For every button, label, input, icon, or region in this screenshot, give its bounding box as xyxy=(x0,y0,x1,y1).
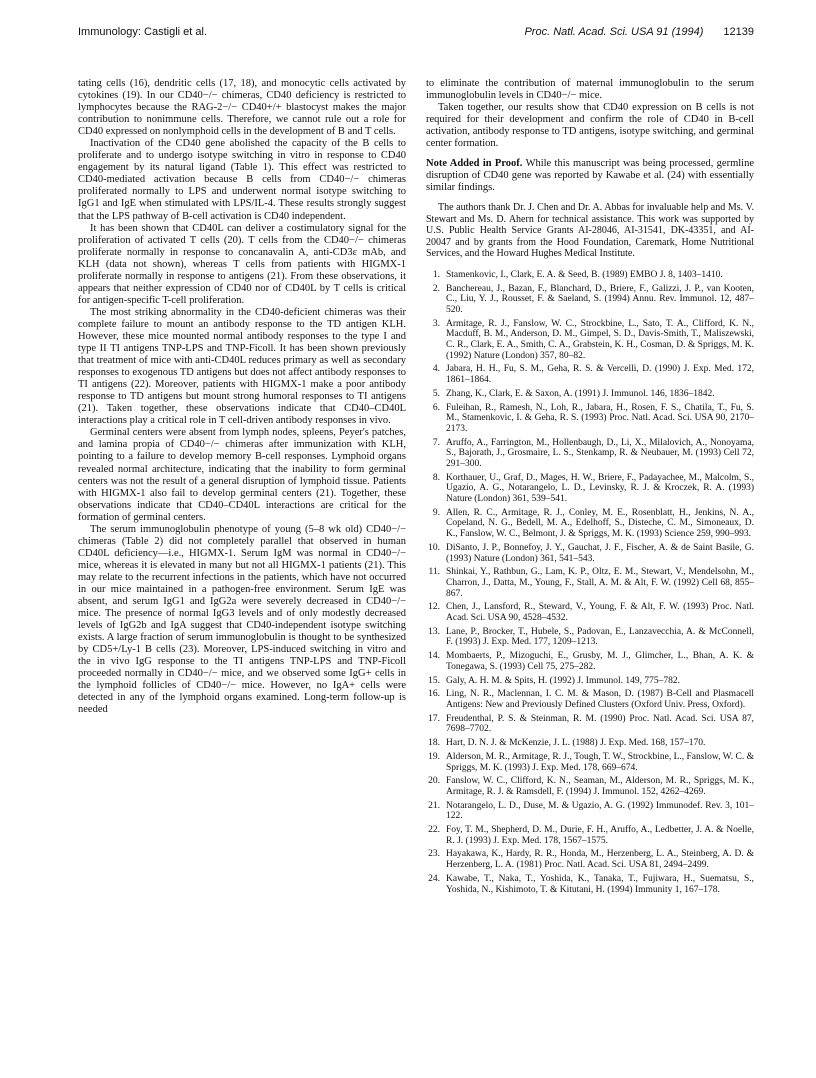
header-section-authors: Immunology: Castigli et al. xyxy=(78,26,207,38)
reference-text: Chen, J., Lansford, R., Steward, V., Young, F. & Alt, F. W. (1993) Proc. Natl. Acad. Sci. USA 90, 4528–4532. xyxy=(446,602,754,623)
reference-text: Stamenkovic, I., Clark, E. A. & Seed, B. (1989) EMBO J. 8, 1403–1410. xyxy=(446,269,723,280)
note-added-in-proof xyxy=(426,158,754,194)
reference-item xyxy=(426,567,754,599)
reference-number: 4. xyxy=(432,364,440,375)
reference-number: 16. xyxy=(428,689,440,700)
reference-number: 5. xyxy=(432,388,440,399)
reference-text: Allen, R. C., Armitage, R. J., Conley, M. E., Rosenblatt, H., Jenkins, N. A., Copeland, N. G., Bedell, M. A., Edelhoff, S., Disteche, C. M., Simoneaux, D. K., Fanslow, W. C., Belmont, J. & Spriggs, M. K. (1993) Science 259, 990–993. xyxy=(446,507,754,540)
reference-number: 20. xyxy=(428,776,440,787)
header-journal-citation xyxy=(524,26,754,38)
reference-number: 11. xyxy=(428,567,440,578)
acknowledgment: The authors thank Dr. J. Chen and Dr. A. Abbas for invaluable help and Ms. V. Stewart and Ms. D. Ahern for technical assistance. This work was supported by U.S. Public Health Service Grants AI-28046, AI-31541, DK-43351, and AI-20047 and by grants from the Hood Foundation, Caremark, Home Nutritional Services, and the Howard Hughes Medical Institute. xyxy=(426,202,754,260)
reference-item xyxy=(426,543,754,564)
reference-number: 8. xyxy=(432,472,440,483)
reference-item xyxy=(426,776,754,797)
reference-number: 21. xyxy=(428,800,440,811)
reference-text: Armitage, R. J., Fanslow, W. C., Strockbine, L., Sato, T. A., Clifford, K. N., Macduff, B. M., Anderson, D. M., Gimpel, S. D., Davis-Smith, T., Maliszewski, C. R., Clark, E. A., Smith, C. A., Grabstein, K. H., Cosman, D. & Spriggs, M. K. (1992) Nature (London) 357, 80–82. xyxy=(446,318,754,361)
reference-text: Notarangelo, L. D., Duse, M. & Ugazio, A. G. (1992) Immunodef. Rev. 3, 101–122. xyxy=(446,800,754,822)
running-header xyxy=(78,26,754,40)
page-number: 12139 xyxy=(723,26,754,38)
reference-text: Alderson, M. R., Armitage, R. J., Tough, T. W., Strockbine, L., Fanslow, W. C. & Spriggs, M. K. (1993) J. Exp. Med. 178, 669–674. xyxy=(446,751,755,773)
reference-number: 22. xyxy=(428,825,440,836)
body-paragraph: The most striking abnormality in the CD40-deficient chimeras was their complete failure to mount an antibody response to the TD antigen KLH. However, these mice mounted normal antibody responses to the type I and type II TI antigens TNP-LPS and TNP-Ficoll. It has been shown previously that treatment of mice with anti-CD40L reduces primary as well as secondary responses to exogenous TD antigens but does not affect antibody responses to TI antigens (22). Moreover, patients with HIGMX-1 make a poor antibody response to TD antigens but mount strong humoral responses to TI antigens (21). Taken together, these observations indicate that CD40–CD40L interactions play a critical role in T cell-driven antibody responses in vivo. xyxy=(78,306,406,427)
reference-number: 10. xyxy=(428,542,440,553)
reference-item xyxy=(426,438,754,470)
reference-number: 19. xyxy=(428,751,440,762)
reference-text: Foy, T. M., Shepherd, D. M., Durie, F. H., Aruffo, A., Ledbetter, J. A. & Noelle, R. J. (1993) J. Exp. Med. 178, 1567–1575. xyxy=(446,825,754,846)
reference-item xyxy=(426,389,754,400)
body-paragraph: Germinal centers were absent from lymph nodes, spleens, Peyer's patches, and lamina propia of CD40−/− chimeras after immunization with KLH, pointing to a failure to develop memory B-cell responses. Lymphoid organs revealed normal architecture, indicating that the inability to form germinal centers was not the result of a general disruption of lymphoid tissue. Patients with HIGMX-1 also fail to develop germinal centers (21). Together, these observations indicate that CD40–CD40L interactions are critical for the formation of germinal centers. xyxy=(78,427,406,523)
note-title: Note Added in Proof. xyxy=(426,158,523,170)
reference-text: Jabara, H. H., Fu, S. M., Geha, R. S. & Vercelli, D. (1990) J. Exp. Med. 172, 1861–1864. xyxy=(446,364,754,386)
reference-item xyxy=(426,319,754,362)
body-paragraph: The serum immunoglobulin phenotype of young (5–8 wk old) CD40−/− chimeras (Table 2) did not completely parallel that observed in human CD40L deficiency—i.e., HIGMX-1. Serum IgM was normal in CD40−/− mice, whereas it is elevated in many but not all HIGMX-1 patients (21). This may relate to the recurrent infections in the patients, which have not occurred in our mice maintained in a pathogen-free environment. Serum IgE was absent, and serum IgG1 and IgG2a were severely decreased in CD40−/− mice. The presence of normal IgG3 levels and of only modestly decreased levels of IgG2b and IgA suggest that CD40-independent isotype switching exists. A large fraction of serum immunoglobulin is thought to be synthesized by CD5+/Ly-1 B cells (23). Moreover, LPS-induced switching in vitro and the in vivo IgG response to the TI antigens TNP-LPS and TNP-Ficoll proceeded normally in CD40−/− mice, and we observed some IgG+ cells in the lymphoid follicles of CD40−/− mice. However, no IgA+ cells were detected in any of the lymphoid organs examined. Long-term follow-up is needed xyxy=(78,523,406,716)
reference-number: 3. xyxy=(432,318,440,329)
reference-number: 6. xyxy=(432,402,440,413)
reference-item xyxy=(426,627,754,648)
reference-number: 14. xyxy=(428,651,440,662)
reference-list xyxy=(426,270,754,895)
reference-text: Lane, P., Brocker, T., Hubele, S., Padovan, E., Lanzavecchia, A. & McConnell, F. (1993) J. Exp. Med. 177, 1209–1213. xyxy=(446,626,754,648)
reference-number: 7. xyxy=(432,437,440,448)
body-paragraph: to eliminate the contribution of maternal immunoglobulin to the serum immunoglobulin levels in CD40−/− mice. xyxy=(426,78,754,102)
reference-text: Hart, D. N. J. & McKenzie, J. L. (1988) J. Exp. Med. 168, 157–170. xyxy=(446,738,706,749)
reference-number: 9. xyxy=(432,507,440,518)
reference-item xyxy=(426,364,754,385)
body-paragraph: Taken together, our results show that CD40 expression on B cells is not required for their development and confirm the role of CD40 in B-cell activation, antibody response to TD antigens, isotype switching, and germinal center formation. xyxy=(426,102,754,150)
reference-text: Hayakawa, K., Hardy, R. R., Honda, M., Herzenberg, L. A., Steinberg, A. D. & Herzenberg, L. A. (1981) Proc. Natl. Acad. Sci. USA 81, 2494–2499. xyxy=(446,849,754,871)
reference-text: Fuleihan, R., Ramesh, N., Loh, R., Jabara, H., Rosen, F. S., Chatila, T., Fu, S. M., Stamenkovic, I. & Geha, R. S. (1993) Proc. Natl. Acad. Sci. USA 90, 2170–2173. xyxy=(446,402,754,434)
reference-item xyxy=(426,752,754,773)
reference-item xyxy=(426,849,754,870)
reference-item xyxy=(426,738,754,749)
reference-item xyxy=(426,874,754,895)
body-paragraph: tating cells (16), dendritic cells (17, 18), and monocytic cells activated by cytokines (19). In our CD40−/− chimeras, CD40 deficiency is restricted to lymphocytes because the RAG-2−/− CD40+/+ blastocyst makes the major contribution to nonimmune cells. Therefore, we cannot rule out a role for CD40 expressed on nonlymphoid cells in the development of B and T cells. xyxy=(78,78,406,138)
reference-item xyxy=(426,403,754,435)
reference-item xyxy=(426,602,754,623)
reference-number: 2. xyxy=(432,283,440,294)
reference-text: Freudenthal, P. S. & Steinman, R. M. (1990) Proc. Natl. Acad. Sci. USA 87, 7698–7702. xyxy=(446,713,754,735)
reference-text: Mombaerts, P., Mizoguchi, E., Grusby, M. J., Glimcher, L., Bhan, A. K. & Tonegawa, S. (1993) Cell 75, 275–282. xyxy=(446,651,754,672)
reference-text: Zhang, K., Clark, E. & Saxon, A. (1991) J. Immunol. 146, 1836–1842. xyxy=(446,388,715,399)
reference-number: 1. xyxy=(432,269,440,280)
reference-number: 18. xyxy=(428,738,440,749)
reference-text: Aruffo, A., Farrington, M., Hollenbaugh, D., Li, X., Milalovich, A., Nonoyama, S., Bajorath, J., Grosmaire, L. S., Stenkamp, R. & Neubauer, M. (1993) Cell 72, 291–300. xyxy=(446,437,754,469)
reference-item xyxy=(426,825,754,846)
reference-number: 23. xyxy=(428,849,440,860)
left-column xyxy=(78,78,406,716)
reference-text: Kawabe, T., Naka, T., Yoshida, K., Tanaka, T., Fujiwara, H., Suematsu, S., Yoshida, N., Kishimoto, T. & Kitutani, H. (1994) Immunity 1, 167–178. xyxy=(446,873,754,895)
reference-text: Banchereau, J., Bazan, F., Blanchard, D., Briere, F., Galizzi, J. P., van Kooten, C., Liu, Y. J., Rousset, F. & Saeland, S. (1994) Annu. Rev. Immunol. 12, 487–520. xyxy=(446,283,754,315)
reference-text: DiSanto, J. P., Bonnefoy, J. Y., Gauchat, J. F., Fischer, A. & de Saint Basile, G. (1993) Nature (London) 361, 541–543. xyxy=(446,542,754,564)
reference-number: 13. xyxy=(428,626,440,637)
reference-text: Ling, N. R., Maclennan, I. C. M. & Mason, D. (1987) B-Cell and Plasmacell Antigens: New and Previously Defined Clusters (Oxford Univ. Press, Oxford). xyxy=(446,689,754,710)
reference-item xyxy=(426,651,754,672)
reference-number: 12. xyxy=(428,602,440,613)
reference-item xyxy=(426,270,754,281)
right-column xyxy=(426,78,754,905)
reference-item xyxy=(426,473,754,505)
reference-text: Shinkai, Y., Rathbun, G., Lam, K. P., Oltz, E. M., Stewart, V., Mendelsohn, M., Charron, J., Datta, M., Young, F., Stall, A. M. & Alt, F. W. (1992) Cell 68, 855–867. xyxy=(446,567,754,599)
reference-item xyxy=(426,676,754,687)
reference-item xyxy=(426,689,754,710)
reference-number: 24. xyxy=(428,873,440,884)
reference-number: 17. xyxy=(428,713,440,724)
reference-item xyxy=(426,714,754,735)
reference-item xyxy=(426,508,754,540)
reference-item xyxy=(426,284,754,316)
reference-text: Fanslow, W. C., Clifford, K. N., Seaman, M., Alderson, M. R., Spriggs, M. K., Armitage, R. J. & Ramsdell, F. (1994) J. Immunol. 152, 4262–4269. xyxy=(446,776,754,797)
body-paragraph: It has been shown that CD40L can deliver a costimulatory signal for the proliferation of activated T cells (20). T cells from the CD40−/− chimeras proliferate normally in response to concanavalin A, anti-CD3ε mAb, and KLH (data not shown), whereas T cells from patients with HIGMX-1 proliferate normally in response to antigens (21). From these observations, it appears that neither expression of CD40 nor of CD40L by T cells is critical for antigen-specific T-cell proliferation. xyxy=(78,222,406,306)
reference-text: Galy, A. H. M. & Spits, H. (1992) J. Immunol. 149, 775–782. xyxy=(446,675,680,686)
body-paragraph: Inactivation of the CD40 gene abolished the capacity of the B cells to proliferate and to undergo isotype switching in vitro in response to CD40 engagement by its natural ligand (Table 1). This effect was restricted to CD40-mediated activation because B cells from CD40−/− chimeras proliferated normally to LPS and underwent normal isotype switching to IgG1 and IgE when stimulated with LPS/IL-4. These results strongly suggest that the LPS pathway of B-cell activation is CD40 independent. xyxy=(78,138,406,222)
reference-text: Korthauer, U., Graf, D., Mages, H. W., Briere, F., Padayachee, M., Malcolm, S., Ugazio, A. G., Notarangelo, L. D., Levinsky, R. J. & Kroczek, R. A. (1993) Nature (London) 361, 539–541. xyxy=(446,472,754,505)
note-text: While this manuscript was being processed, germline disruption of CD40 gene was reported by Kawabe et al. (24) with essentially similar findings. xyxy=(426,158,755,194)
header-journal: Proc. Natl. Acad. Sci. USA 91 (1994) xyxy=(524,26,704,38)
reference-item xyxy=(426,801,754,822)
reference-number: 15. xyxy=(428,675,440,686)
